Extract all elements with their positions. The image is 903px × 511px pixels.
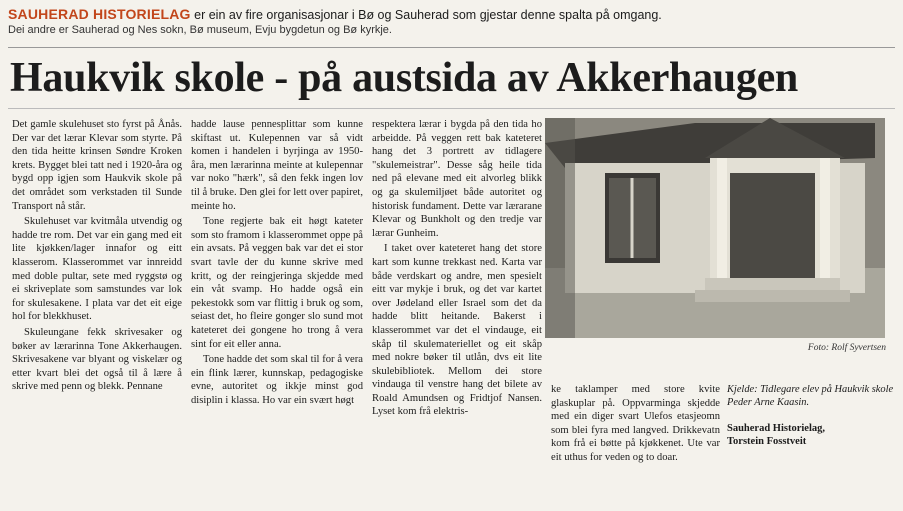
byline-author: Torstein Fosstveit [727, 436, 807, 448]
schoolhouse-illustration [545, 118, 885, 338]
paragraph: I taket over kateteret hang det store kart som kunne trekkast ned. Karta var både verdskart og andre, men spesielt eitt var mykje i bruk, og det var kartet over Jødeland eller Israel som det da hadde blitt heitande. Bakerst i klasserommet var det el vindauge, eit skåp til skulemateriellet og eit skåp med nokre bøker til utlån, dvs eit lite skulebibliotek. Mellom dei store vindauga til venstre hang det bilete av Roald Amundsen og Fridtjof Nansen. Lyset kom frå elektris- [372, 243, 542, 418]
schoolhouse-photo [545, 118, 885, 338]
org-name: SAUHERAD HISTORIELAG [8, 6, 191, 22]
header-line-1-text: er ein av fire organisasjonar i Bø og Sauherad som gjestar denne spalta på omgang. [190, 8, 662, 22]
source-caption: Kjelde: Tidlegare elev på Haukvik skole Peder Arne Kaasin. [727, 384, 894, 409]
paragraph: Det gamle skulehuset sto fyrst på Ånås. Der var det lærar Klevar som styrte. På den tida heitte krinsen Søndre Kroken krets. Bygget blei tatt ned i 1920-åra og bygd opp igjen som Haukvik skole på det området som verkstaden til Sunde Transport nå står. [12, 119, 182, 212]
column-2 [191, 118, 363, 508]
paragraph: Tone hadde det som skal til for å vera ein flink lærer, kunnskap, pedagogiske evne, autoritet og ikkje minst god disiplin i klassa. Ho var ein svært høgt [191, 354, 363, 406]
photo-credit: Foto: Rolf Syvertsen [807, 343, 886, 353]
header-line-2: Dei andre er Sauherad og Nes sokn, Bø museum, Evju bygdetun og Bø kyrkje. [8, 24, 392, 36]
column-4 [551, 383, 720, 508]
paragraph: respektera lærar i bygda på den tida ho arbeidde. På veggen rett bak kateteret hang det 3 portrett av tidlagere "skulemeistrar". Desse såg heile tida ned på elevane med eit alvorleg blikk og ga skulemiljøet både autoritet og historisk fundament. Dette var lærarane Klevar og Bunkholt og den tredje var lærar Gunheim. [372, 119, 542, 239]
column-5 [727, 383, 897, 508]
paragraph: Tone regjerte bak eit høgt kateter som sto framom i klasserommet oppe på ein avsats. På veggen bak var det ei stor svart tavle der du kunne skrive med kritt, og der reingjeringa skjedde med ein våt svamp. Ho hadde også ein pekestokk som var flittig i bruk og som, seiast det, ho fleire gonger slo sund mot kateteret dei gongene ho trong å vera sint for eit eller anna. [191, 216, 363, 350]
column-3 [372, 118, 542, 508]
byline [727, 422, 897, 449]
header-divider [8, 47, 895, 48]
byline-org: Sauherad Historielag, [727, 422, 826, 434]
paragraph: ke taklamper med store kvite glaskuplar på. Oppvarminga skjedde med ein diger svart Ulefos etasjeomn som blei fyra med langved. Drikkevatn kom frå ei bøtte på kjøkkenet. Ute var eit uthus for veden og to doar. [551, 384, 720, 463]
title-divider [8, 108, 895, 109]
paragraph: Skuleungane fekk skrivesaker og bøker av lærarinna Tone Akkerhaugen. Skrivesakene var blyant og viskelær og etter kvart blei det også til å lære å skrive med penn og blekk. Pennane [12, 326, 182, 393]
article-title: Haukvik skole - på austsida av Akkerhaugen [10, 55, 798, 101]
header-line-1 [8, 6, 898, 23]
paragraph: Skulehuset var kvitmåla utvendig og hadde tre rom. Det var ein gang med eit lite kjøkken/lager innafor og eitt klasserom. Klasserommet var innreidd med doble pultar, sete med ryggstø og ei skriveplate som samstundes var lok for skulesakene. I plata var det eit eige hol for blekkhuset. [12, 216, 182, 323]
column-1 [12, 118, 182, 508]
column-header [8, 6, 898, 46]
paragraph: hadde lause pennesplittar som kunne skiftast ut. Kulepennen var så vidt komen i handelen i byrjinga av 1950-åra, men lærarinna meinte at kulepennar var noko "hærk", så den fekk ingen lov til å bruke. Den glei for lett over papiret, meinte ho. [191, 119, 363, 212]
